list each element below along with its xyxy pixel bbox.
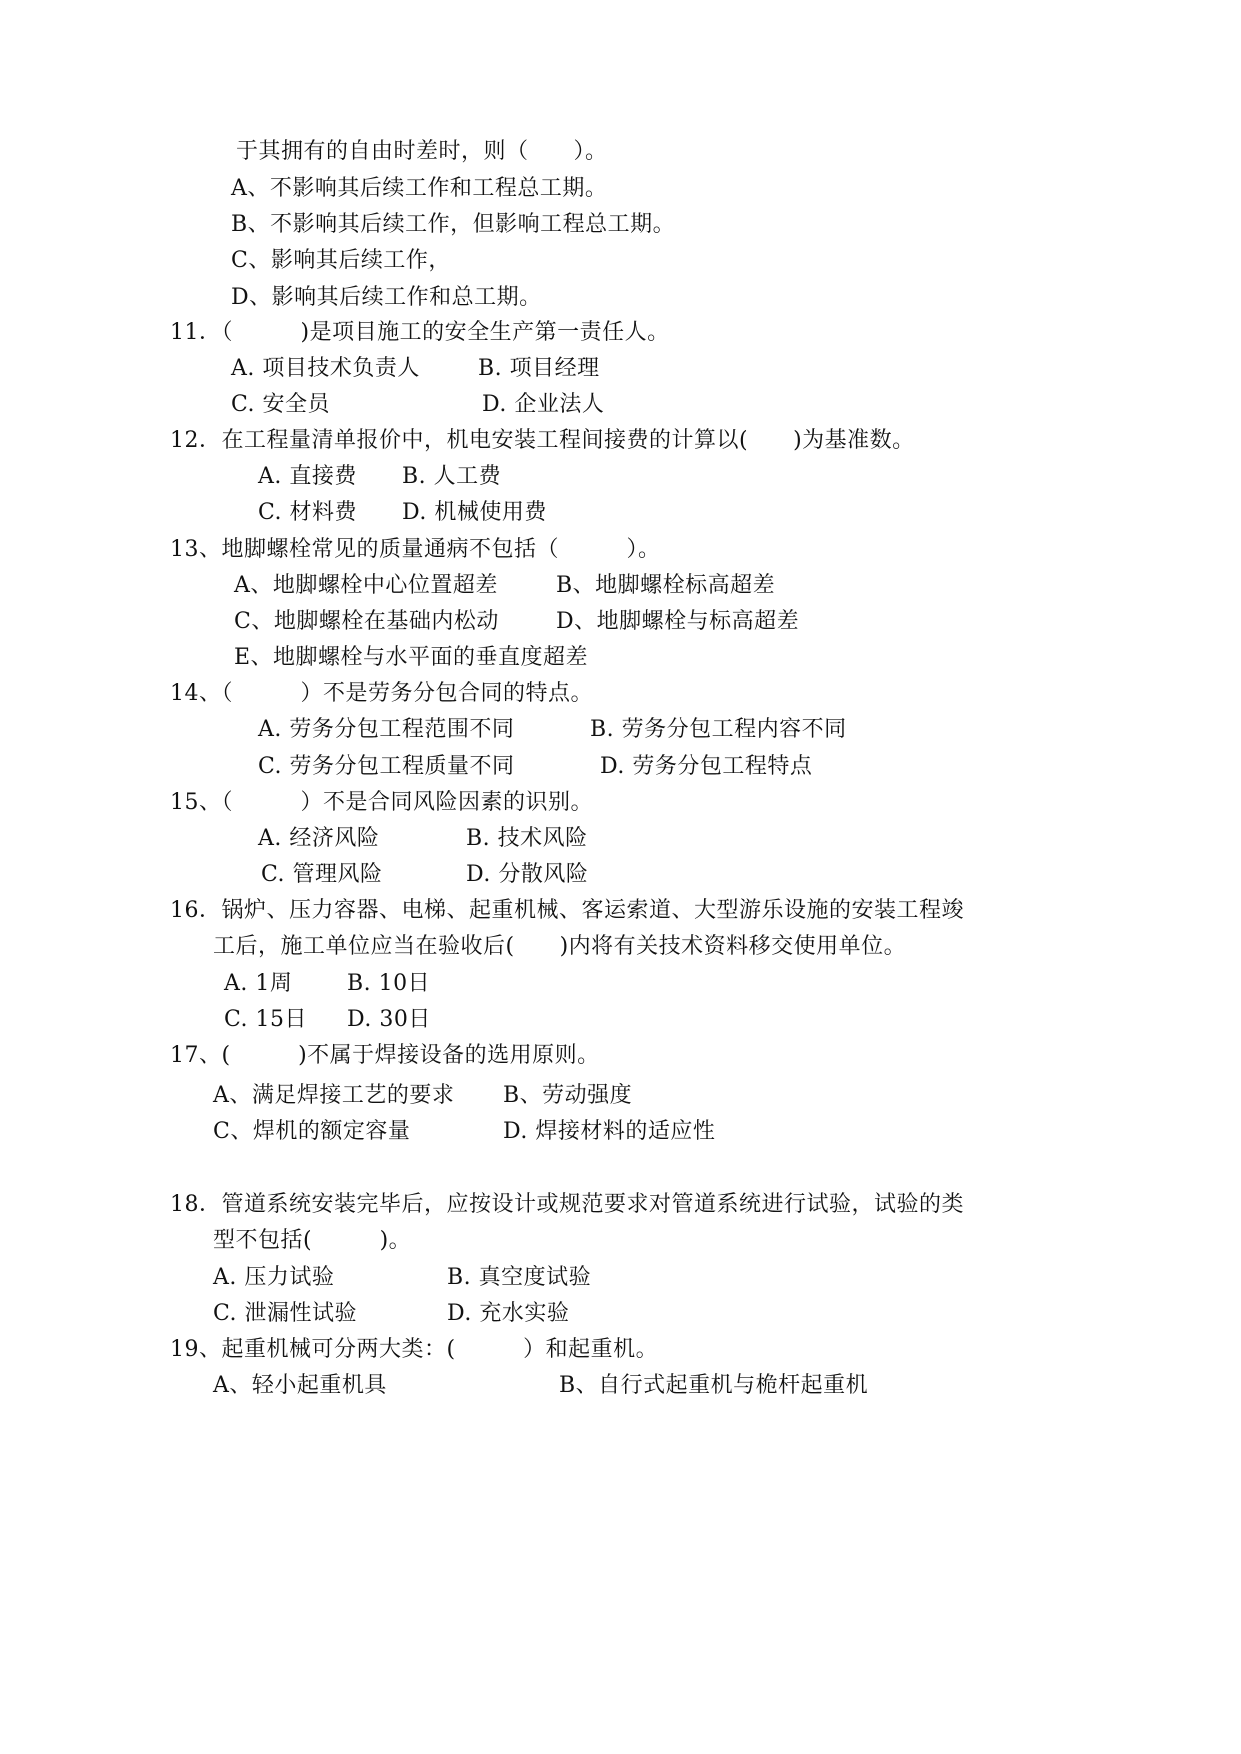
q12-option-c: C. 材料费 xyxy=(258,500,358,525)
q10-option-b: B、不影响其后续工作，但影响工程总工期。 xyxy=(231,212,676,237)
q17-option-a: A、满足焊接工艺的要求 xyxy=(213,1083,455,1108)
q13-option-d: D、地脚螺栓与标高超差 xyxy=(556,609,800,634)
q14-option-b: B. 劳务分包工程内容不同 xyxy=(590,717,847,742)
q19-stem: 19、起重机械可分两大类：( ）和起重机。 xyxy=(170,1337,659,1362)
q17-stem: 17、( )不属于焊接设备的选用原则。 xyxy=(170,1043,600,1068)
q18-option-b: B. 真空度试验 xyxy=(447,1265,592,1290)
q17-option-d: D. 焊接材料的适应性 xyxy=(503,1119,716,1144)
q14-option-c: C. 劳务分包工程质量不同 xyxy=(258,754,515,779)
q10-option-d: D、影响其后续工作和总工期。 xyxy=(231,285,542,310)
q12-option-b: B. 人工费 xyxy=(402,464,502,489)
q10-option-a: A、不影响其后续工作和工程总工期。 xyxy=(231,176,608,201)
q16-stem-line-2: 工后，施工单位应当在验收后( )内将有关技术资料移交使用单位。 xyxy=(213,934,907,959)
q16-option-d: D. 30日 xyxy=(347,1007,431,1032)
q10-option-c: C、影响其后续工作， xyxy=(231,248,451,273)
q12-stem: 12．在工程量清单报价中，机电安装工程间接费的计算以( )为基准数。 xyxy=(170,428,915,453)
q10-stem-continuation: 于其拥有的自由时差时，则（ ）。 xyxy=(236,139,608,164)
q14-option-d: D. 劳务分包工程特点 xyxy=(600,754,813,779)
q16-option-c: C. 15日 xyxy=(224,1007,308,1032)
q12-option-a: A. 直接费 xyxy=(258,464,357,489)
q13-option-e: E、地脚螺栓与水平面的垂直度超差 xyxy=(234,645,589,670)
q15-option-b: B. 技术风险 xyxy=(466,826,588,851)
q15-option-d: D. 分散风险 xyxy=(466,862,589,887)
q11-option-d: D. 企业法人 xyxy=(482,392,605,417)
q13-stem: 13、地脚螺栓常见的质量通病不包括（ ）。 xyxy=(170,537,661,562)
q19-option-a: A、轻小起重机具 xyxy=(213,1373,387,1398)
q18-option-d: D. 充水实验 xyxy=(447,1301,570,1326)
q15-stem: 15、（ ）不是合同风险因素的识别。 xyxy=(170,790,593,815)
q18-stem-line-2: 型不包括( )。 xyxy=(213,1228,412,1253)
q13-option-b: B、地脚螺栓标高超差 xyxy=(556,573,776,598)
q13-option-a: A、地脚螺栓中心位置超差 xyxy=(234,573,498,598)
q18-option-c: C. 泄漏性试验 xyxy=(213,1301,358,1326)
q16-option-b: B. 10日 xyxy=(347,971,431,996)
q11-option-b: B. 项目经理 xyxy=(478,356,600,381)
q14-stem: 14、（ ）不是劳务分包合同的特点。 xyxy=(170,681,593,706)
q19-option-b: B、自行式起重机与桅杆起重机 xyxy=(559,1373,869,1398)
q14-option-a: A. 劳务分包工程范围不同 xyxy=(258,717,515,742)
q13-option-c: C、地脚螺栓在基础内松动 xyxy=(234,609,499,634)
q18-option-a: A. 压力试验 xyxy=(213,1265,335,1290)
q11-option-a: A. 项目技术负责人 xyxy=(231,356,420,381)
q16-option-a: A. 1周 xyxy=(224,971,293,996)
q11-option-c: C. 安全员 xyxy=(231,392,331,417)
q16-stem-line-1: 16．锅炉、压力容器、电梯、起重机械、客运索道、大型游乐设施的安装工程竣 xyxy=(170,898,964,923)
q17-option-c: C、焊机的额定容量 xyxy=(213,1119,411,1144)
q15-option-a: A. 经济风险 xyxy=(258,826,380,851)
q18-stem-line-1: 18．管道系统安装完毕后，应按设计或规范要求对管道系统进行试验，试验的类 xyxy=(170,1192,964,1217)
q11-stem: 11．（ )是项目施工的安全生产第一责任人。 xyxy=(170,320,670,345)
q12-option-d: D. 机械使用费 xyxy=(402,500,547,525)
q15-option-c: C. 管理风险 xyxy=(261,862,383,887)
q17-option-b: B、劳动强度 xyxy=(503,1083,633,1108)
